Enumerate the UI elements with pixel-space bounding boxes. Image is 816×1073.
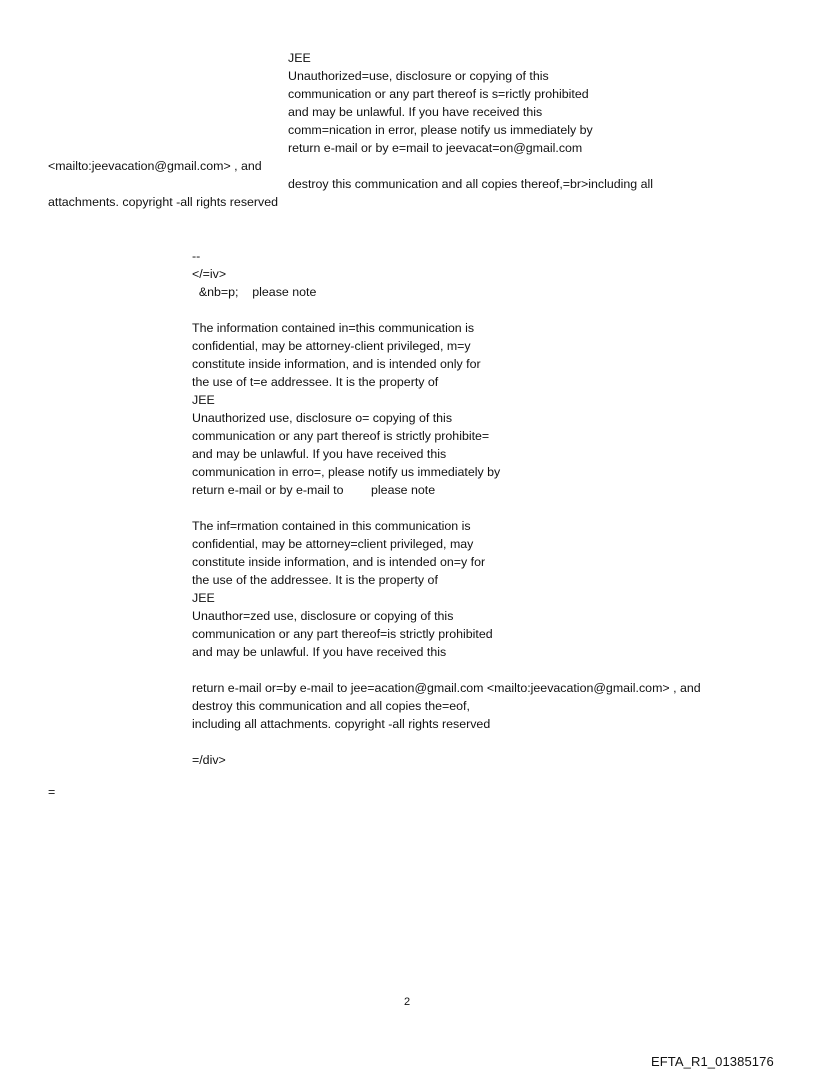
text-line: and may be unlawful. If you have received this — [192, 645, 447, 659]
equals-line: = — [48, 785, 56, 799]
text-line: &nb=p; please note — [192, 285, 317, 299]
text-line: =/div> — [192, 753, 226, 767]
text-line: Unauthorized use, disclosure o= copying of this — [192, 411, 453, 425]
text-line: JEE — [288, 51, 311, 65]
text-line: confidential, may be attorney=client privileged, may — [192, 537, 474, 551]
text-line: communication or any part thereof is strictly prohibite= — [192, 429, 490, 443]
text-line: comm=nication in error, please notify us immediately by — [288, 123, 593, 137]
text-line: the use of the addressee. It is the property of — [192, 573, 438, 587]
mailto-line: <mailto:jeevacation@gmail.com> , and — [48, 159, 262, 173]
text-line: and may be unlawful. If you have received this — [288, 105, 543, 119]
text-line: communication in erro=, please notify us immediately by — [192, 465, 501, 479]
text-line: communication or any part thereof=is strictly prohibited — [192, 627, 493, 641]
text-line: JEE — [192, 591, 215, 605]
text-line: communication or any part thereof is s=rictly prohibited — [288, 87, 589, 101]
text-line: -- — [192, 249, 201, 263]
destroy-line: destroy this communication and all copies thereof,=br>including all — [288, 177, 654, 191]
text-line: Unauthorized=use, disclosure or copying of this — [288, 69, 549, 83]
text-line: The information contained in=this communication is — [192, 321, 475, 335]
text-line: destroy this communication and all copies the=eof, — [192, 699, 470, 713]
text-line: JEE — [192, 393, 215, 407]
text-line: the use of t=e addressee. It is the property of — [192, 375, 439, 389]
document-id-footer: EFTA_R1_01385176 — [651, 1054, 774, 1069]
text-line: including all attachments. copyright -all rights reserved — [192, 717, 491, 731]
text-line: constitute inside information, and is intended only for — [192, 357, 481, 371]
attachments-line: attachments. copyright -all rights reserved — [48, 195, 279, 209]
text-line: constitute inside information, and is intended on=y for — [192, 555, 486, 569]
text-line: and may be unlawful. If you have received this — [192, 447, 447, 461]
text-line: </=iv> — [192, 267, 227, 281]
text-line: confidential, may be attorney-client privileged, m=y — [192, 339, 471, 353]
text-line: return e-mail or by e=mail to jeevacat=on@gmail.com — [288, 141, 583, 155]
page-number: 2 — [404, 996, 411, 1008]
text-line: return e-mail or by e-mail to please note — [192, 483, 436, 497]
text-line: return e-mail or=by e-mail to jee=acation@gmail.com <mailto:jeevacation@gmail.com> , and — [192, 681, 701, 695]
text-line: The inf=rmation contained in this communication is — [192, 519, 471, 533]
text-line: Unauthor=zed use, disclosure or copying of this — [192, 609, 454, 623]
